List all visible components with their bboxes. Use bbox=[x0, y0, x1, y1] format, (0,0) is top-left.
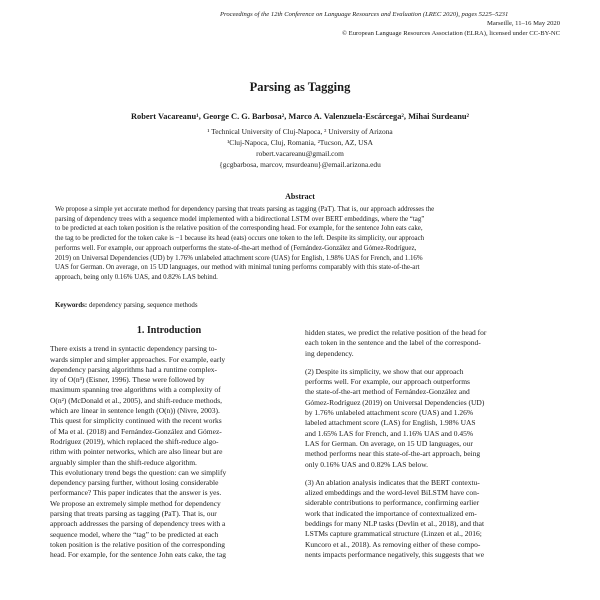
text-line: maximum spanning tree algorithms with a complexity of bbox=[50, 385, 221, 395]
text-line: performance? This paper indicates that the answer is yes. bbox=[50, 488, 222, 498]
affiliation-line: robert.vacareanu@gmail.com bbox=[256, 149, 344, 158]
text-line: ity of O(n³) (Eisner, 1996). These were followed by bbox=[50, 375, 205, 385]
keywords-label: Keywords: bbox=[55, 302, 88, 309]
paragraph-2 bbox=[305, 367, 543, 470]
text-line: performs well. For example, our approach outperforms bbox=[305, 377, 470, 387]
text-line: Gómez-Rodríguez (2019) on Universal Dependencies (UD) bbox=[305, 397, 485, 407]
affiliation-line: {gcgbarbosa, marcov, msurdeanu}@email.arizona.edu bbox=[219, 160, 381, 169]
text-line: hidden states, we predict the relative position of the head for bbox=[305, 328, 487, 337]
abstract-line: 2019) on Universal Dependencies (UD) by 1.76% unlabeled attachment score (UAS) for English, 1.98% UAS for French, and 1.16% bbox=[55, 254, 423, 262]
text-line: LSTMs capture grammatical structure (Linzen et al., 2016; bbox=[305, 529, 482, 539]
text-line: dependency parsing further, without losing considerable bbox=[50, 478, 219, 488]
text-line: LAS for German. On average, on 15 UD languages, our bbox=[305, 438, 473, 448]
text-line: and 1.65% LAS for French, and 1.16% UAS and 0.45% bbox=[305, 428, 474, 438]
affiliations bbox=[0, 126, 600, 170]
introduction-text bbox=[50, 344, 288, 560]
keywords-text: dependency parsing, sequence methods bbox=[87, 302, 198, 309]
text-line: ing dependency. bbox=[305, 348, 354, 358]
abstract-line: performs well. For example, our approach outperforms the state-of-the-art method of (Fernández-González and Gómez-Rodríguez, bbox=[55, 244, 417, 252]
keywords bbox=[55, 302, 545, 309]
text-line: (3) An ablation analysis indicates that the BERT contextu- bbox=[305, 477, 480, 487]
paragraph-1 bbox=[305, 328, 543, 359]
abstract-line: the tag to be predicted for the token cake is −1 because its head (eats) occurs one token to the left. Despite its simplicity, our approach bbox=[55, 235, 425, 243]
text-line: There exists a trend in syntactic dependency parsing to- bbox=[50, 344, 218, 354]
abstract-heading: Abstract bbox=[285, 192, 315, 201]
text-line: alized embeddings and the word-level BiLSTM have con- bbox=[305, 488, 480, 498]
text-line: nents impacts performance negatively, this suggests that we bbox=[305, 549, 485, 559]
text-line: siderable contributions to performance, confirming earlier bbox=[305, 498, 480, 508]
left-column bbox=[50, 326, 288, 561]
text-line: O(n²) (McDonald et al., 2005), and shift-reduce methods, bbox=[50, 395, 222, 405]
text-line: sequence model, where the “tag” to be predicted at each bbox=[50, 529, 219, 539]
abstract-line: parsing of dependency trees with a sequence model implemented with a bidirectional LSTM over BERT embeddings, where the “tag” bbox=[55, 215, 425, 223]
author-list: Robert Vacareanu¹, George C. G. Barbosa², Marco A. Valenzuela-Escárcega², Mihai Surdeanu² bbox=[130, 112, 470, 121]
text-line: work that indicated the importance of contextualized em- bbox=[305, 508, 477, 518]
text-line: beddings for many NLP tasks (Devlin et al., 2018), and that bbox=[305, 519, 485, 529]
affiliation-line: ¹Cluj-Napoca, Cluj, Romania, ²Tucson, AZ, USA bbox=[227, 138, 373, 147]
text-line: wards simpler and simpler approaches. For example, early bbox=[50, 354, 226, 364]
abstract-line: to be predicted at each token position is the relative position of the corresponding head. For example, for the sentence John eats cake, bbox=[55, 225, 423, 233]
text-line: labeled attachment score (LAS) for English, 1.98% UAS bbox=[305, 418, 476, 428]
text-line: dependency parsing algorithms had a runtime complex- bbox=[50, 364, 218, 374]
text-line: the state-of-the-art method of Fernández-González and bbox=[305, 387, 470, 397]
abstract-line: UAS for German. On average, on 15 UD languages, our method with minimal tuning performs comparably with this state-of-the-art bbox=[55, 264, 420, 272]
header-line-2: Marseille, 11–16 May 2020 bbox=[486, 20, 560, 28]
abstract-line: We propose a simple yet accurate method for dependency parsing that treats parsing as tagging (PaT). That is, our approach addresses the bbox=[55, 206, 435, 213]
abstract-line: approach, being only 0.16% UAS, and 0.82% LAS behind. bbox=[55, 273, 218, 281]
text-line: by 1.76% unlabeled attachment score (UAS) and 1.26% bbox=[305, 408, 474, 418]
header-line-1: Proceedings of the 12th Conference on Language Resources and Evaluation (LREC 2020), pages 5225–5231 bbox=[220, 11, 509, 18]
text-line: Rodríguez (2019), which replaced the shift-reduce algo- bbox=[50, 436, 219, 446]
text-line: This evolutionary trend begs the question: can we simplify bbox=[50, 467, 227, 477]
affiliation-line: ¹ Technical University of Cluj-Napoca, ² University of Arizona bbox=[207, 127, 393, 136]
text-line: approach addresses the parsing of dependency trees with a bbox=[50, 519, 226, 529]
section-heading-introduction: 1. Introduction bbox=[136, 325, 202, 336]
text-line: head. For example, for the sentence John eats cake, the tag bbox=[50, 550, 226, 560]
text-line: Kuncoro et al., 2018). As removing either of these compo- bbox=[305, 539, 481, 549]
text-line: This quest for simplicity continued with the recent works bbox=[50, 416, 222, 426]
header-line-3: © European Language Resources Association (ELRA), licensed under CC-BY-NC bbox=[342, 29, 560, 37]
text-line: (2) Despite its simplicity, we show that our approach bbox=[305, 366, 464, 376]
proceedings-header bbox=[220, 10, 560, 38]
text-line: parsing that treats parsing as tagging (PaT). That is, our bbox=[50, 509, 217, 519]
abstract-body bbox=[55, 205, 545, 283]
text-line: each token in the sentence and the label of the correspond- bbox=[305, 338, 481, 348]
paper-title: Parsing as Tagging bbox=[249, 80, 351, 94]
right-column bbox=[305, 328, 543, 560]
text-line: arguably simpler than the shift-reduce algorithm. bbox=[50, 457, 197, 467]
text-line: We propose an extremely simple method for dependency bbox=[50, 498, 221, 508]
text-line: method performs near this state-of-the-art approach, being bbox=[305, 449, 481, 459]
text-line: which are linear in sentence length (O(n)) (Nivre, 2003). bbox=[50, 406, 220, 416]
text-line: token position is the relative position of the corresponding bbox=[50, 539, 225, 549]
text-line: of Ma et al. (2018) and Fernández-González and Gómez- bbox=[50, 426, 222, 436]
paragraph-3 bbox=[305, 478, 543, 560]
text-line: only 0.16% UAS and 0.82% LAS below. bbox=[305, 459, 429, 469]
text-line: rithm with pointer networks, which are also linear but are bbox=[50, 447, 223, 457]
